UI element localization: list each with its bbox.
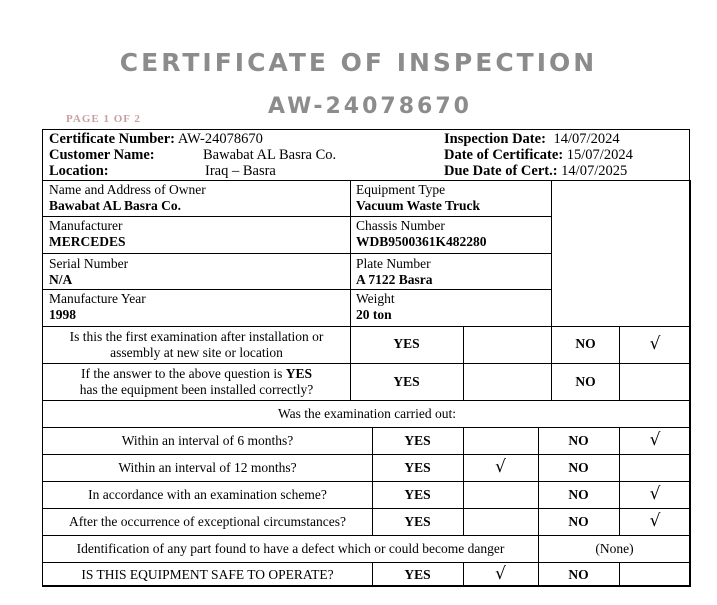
q2-no-label: NO: [575, 374, 596, 389]
equipment-type-value: Vacuum Waste Truck: [356, 198, 481, 213]
manufacturer-value: MERCEDES: [49, 234, 126, 249]
q7-text: Identification of any part found to have a defect which or could become danger: [76, 541, 505, 556]
q6-no-label: NO: [568, 514, 589, 529]
q8-no-mark-cell: [619, 562, 691, 587]
customer-name-row: [49, 147, 155, 163]
certificate-date-value: 15/07/2024: [566, 147, 633, 163]
plate-label: Plate Number: [356, 256, 431, 271]
exam-header: Was the examination carried out:: [277, 406, 457, 421]
owner-value: Bawabat AL Basra Co.: [49, 198, 182, 213]
location-value: Iraq – Basra: [205, 163, 276, 179]
q5-no-check-icon: √: [649, 484, 661, 504]
q4-text: Within an interval of 12 months?: [118, 460, 297, 475]
equipment-type-label: Equipment Type: [356, 182, 446, 197]
certificate-frame: [42, 129, 690, 586]
customer-name-value: Bawabat AL Basra Co.: [203, 147, 337, 163]
certificate-number-value: AW-24078670: [177, 131, 263, 147]
q2-yes-mark-cell: [463, 363, 552, 401]
year-value: 1998: [49, 307, 76, 322]
q1-no-label: NO: [575, 336, 596, 351]
certificate-title: CERTIFICATE OF INSPECTION: [119, 48, 598, 77]
certificate-id-heading: AW-24078670: [268, 94, 472, 119]
q4-no-mark-cell: [619, 454, 691, 482]
weight-label: Weight: [356, 291, 395, 306]
q5-yes-label: YES: [404, 487, 431, 502]
owner-label: Name and Address of Owner: [49, 182, 206, 197]
certificate-date-label: Date of Certificate:: [444, 147, 564, 163]
q2-line1: [43, 366, 350, 382]
q6-text: After the occurrence of exceptional circumstances?: [69, 514, 346, 529]
q3-no-label: NO: [568, 433, 589, 448]
q1-yes-mark-cell: [463, 326, 552, 364]
certificate-date-row: [444, 147, 633, 163]
q2-no-mark-cell: [619, 363, 691, 401]
q2-line1-text: If the answer to the above question is: [81, 366, 286, 381]
certificate-number-row: [49, 131, 263, 147]
q7-answer: (None): [595, 541, 634, 556]
inspection-date-label: Inspection Date:: [444, 131, 546, 147]
q2-yes-label: YES: [393, 374, 420, 389]
q3-yes-mark-cell: [463, 427, 539, 455]
q1-no-check-icon: √: [649, 334, 661, 354]
q3-text: Within an interval of 6 months?: [121, 433, 294, 448]
inspection-date-row: [444, 131, 620, 147]
q8-yes-label: YES: [404, 567, 431, 582]
q6-no-check-icon: √: [649, 511, 661, 531]
q6-yes-mark-cell: [463, 508, 539, 536]
blank-side-cell: [551, 180, 691, 327]
q8-yes-check-icon: √: [495, 564, 506, 584]
due-date-value: 14/07/2025: [561, 163, 628, 179]
location-label: Location:: [49, 163, 109, 179]
q3-no-check-icon: √: [649, 430, 661, 450]
q8-no-label: NO: [568, 567, 589, 582]
serial-value: N/A: [49, 272, 73, 287]
q2-line2: has the equipment been installed correctly?: [79, 382, 314, 397]
q4-no-label: NO: [568, 460, 589, 475]
page-label: PAGE 1 OF 2: [66, 113, 141, 125]
q1-line2: assembly at new site or location: [110, 345, 283, 360]
due-date-label: Due Date of Cert.:: [444, 163, 558, 179]
q4-yes-label: YES: [404, 460, 431, 475]
due-date-row: [444, 163, 627, 179]
q5-text: In accordance with an examination scheme?: [88, 487, 327, 502]
q2-line1-bold: YES: [285, 366, 312, 381]
q5-no-label: NO: [568, 487, 589, 502]
manufacturer-label: Manufacturer: [49, 218, 123, 233]
customer-name-label: Customer Name:: [49, 147, 155, 163]
q3-yes-label: YES: [404, 433, 431, 448]
q4-yes-check-icon: √: [495, 457, 506, 477]
location-label-row: [49, 163, 109, 179]
inspection-date-value: 14/07/2024: [553, 131, 620, 147]
plate-value: A 7122 Basra: [356, 272, 433, 287]
weight-value: 20 ton: [356, 307, 392, 322]
q1-line1: Is this the first examination after installation or: [69, 329, 324, 344]
chassis-label: Chassis Number: [356, 218, 445, 233]
certificate-number-label: Certificate Number:: [49, 131, 176, 147]
q1-yes-label: YES: [393, 336, 420, 351]
q6-yes-label: YES: [404, 514, 431, 529]
q8-text: IS THIS EQUIPMENT SAFE TO OPERATE?: [81, 567, 334, 582]
chassis-value: WDB9500361K482280: [356, 234, 487, 249]
year-label: Manufacture Year: [49, 291, 146, 306]
serial-label: Serial Number: [49, 256, 129, 271]
q5-yes-mark-cell: [463, 481, 539, 509]
